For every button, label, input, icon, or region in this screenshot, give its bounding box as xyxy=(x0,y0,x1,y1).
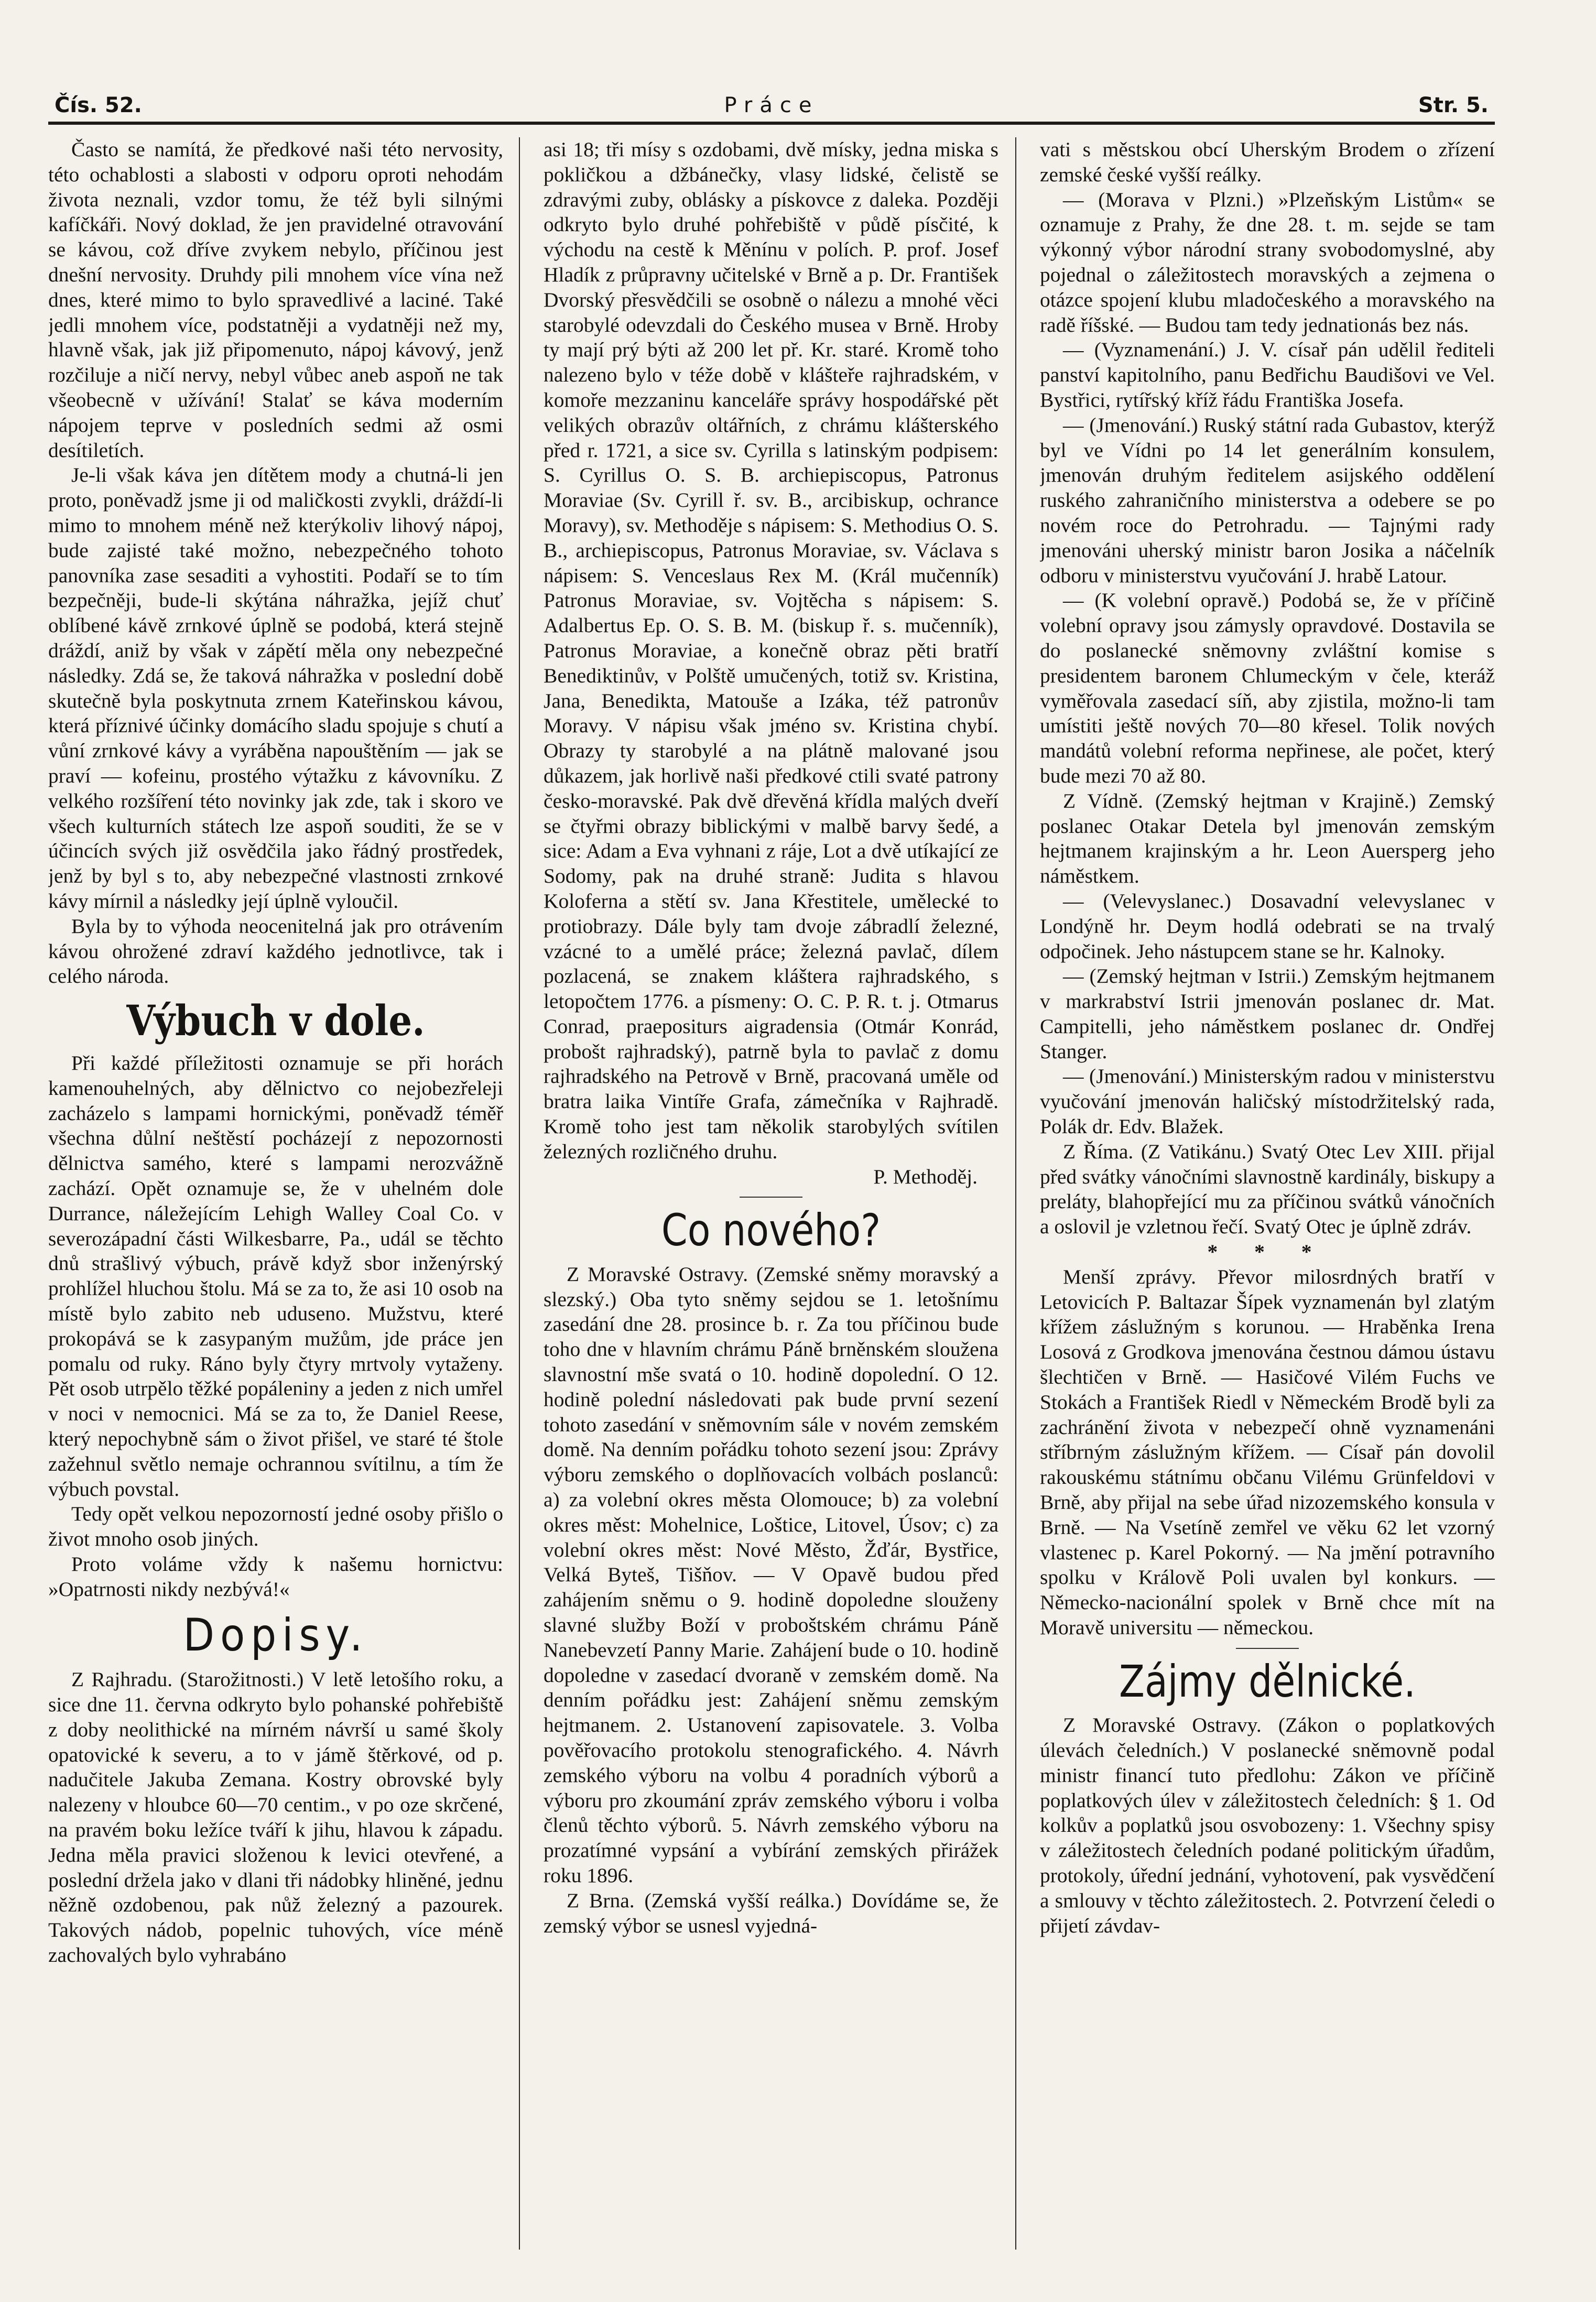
heading-dopisy: Dopisy. xyxy=(183,1609,368,1662)
article-paragraph: — (Morava v Plzni.) »Plzeňským Listům« se oznamuje z Prahy, že dne 28. t. m. sejde se tam výkonný výbor národní strany svobodomyslné, aby pojednal o záležitostech moravských a zejmena o otázce spojení klubu mladočeského a moravského na radě říšské. — Budou tam tedy jednationás bez nás. xyxy=(1040,188,1495,336)
article-paragraph: Při každé příležitosti oznamuje se při horách kamenouhelných, aby dělnictvo co nejobezřeleji zacházelo s lampami hornickými, poněvadž téměř všechna důlní neštěstí pocházejí z nepozornosti dělnictva samého, které s lampami nerozvážně zachází. Opět oznamuje se, že v uhelném dole Durrance, náležejícím Lehigh Walley Coal Co. v severozápadní části Wilkesbarre, Pa., udál se těchto dnů strašlivý výbuch, právě když sbor inženýrský prohlížel hluchou štolu. Má se za to, že asi 10 osob na místě bylo zabito neb uduseno. Mužstvu, které prokopává se k zasypaným mužům, jde práce jen pomalu od ruky. Ráno byly čtyry mrtvoly vytaženy. Pět osob utrpělo těžké popáleniny a jeden z nich umřel v noci v nemocnici. Má se za to, že Daniel Reese, který nepochybně sám o život přišel, ve staré té štole zažehnul světlo nemaje ochrannou svítilnu, a tím že výbuch povstal. xyxy=(48,1051,503,1501)
article-paragraph: — (Zemský hejtman v Istrii.) Zemským hejtmanem v markrabství Istrii jmenován poslanec dr. Mat. Campitelli, jeho náměstkem poslanec dr. Ondřej Stanger. xyxy=(1040,964,1495,1063)
article-paragraph: Z Moravské Ostravy. (Zákon o poplatkových úlevách čeledních.) V poslanecké sněmovně podal ministr financí tuto předlohu: Zákon ve příčině poplatkových úlev v záležitostech čeledních: § 1. Od kolkův a poplatků jsou osvobozeny: 1. Všechny spisy v záležitostech čeledních podané politickým úřadům, protokoly, úřední jednání, vyhotovení, pak vysvědčení a smlouvy v těchto záležitostech. 2. Potvrzení čeledi o přijetí závdav- xyxy=(1040,1713,1495,1937)
article-paragraph: Je-li však káva jen dítětem mody a chutná-li jen proto, poněvadž jsme ji od maličkosti zvykli, dráždí-li mimo to mnohem méně než kterýkoliv lihový nápoj, bude zajisté také možno, nebezpečného tohoto panovníka zase sesaditi a vyhostiti. Podaří se to tím bezpečněji, bude-li skýtána náhražka, jejíž chuť oblíbené kávě zrnkové úplně se podobá, která stejně dráždí, aniž by však v zápětí měla ony nebezpečné následky. Zdá se, že taková náhražka v poslední době skutečně byla poskytnuta zrnem Kateřinskou kávou, která příznivé účinky domácího sladu spojuje s chutí a vůní zrnkové kávy a vyráběna napouštěním — jak se praví — kofeinu, prostého výtažku z kávovníku. Z velkého rozšíření této novinky jak zde, tak i skoro ve všech kulturních státech lze aspoň souditi, že se v účincích svých již osvědčila jako řádný prostředek, jenž by byl s to, aby nebezpečné vlastnosti zrnkové kávy mírnil a následky její úplně vyloučil. xyxy=(48,463,503,913)
article-paragraph: Z Moravské Ostravy. (Zemské sněmy moravský a slezský.) Oba tyto sněmy sejdou se 1. letošnímu zasedání dne 28. prosince b. r. Za tou příčinou bude toho dne v hlavním chrámu Páně brněnském sloužena slavnostní mše svatá o 10. hodině dopolední. O 12. hodině polední následovati pak bude první sezení tohoto zasedání v sněmovním sále v novém zemském domě. Na denním pořádku tohoto sezení jsou: Zprávy výboru zemského o doplňovacích volbách poslanců: a) za volební okres města Olomouce; b) za volební okres měst: Mohelnice, Loštice, Litovel, Úsov; c) za volební okres měst: Nové Město, Žďár, Bystřice, Velká Byteš, Tišňov. — V Opavě budou před zahájením sněmu o 9. hodině dopoledne slouženy slavné služby Boží v proboštském chrámu Páně Nanebevzetí Panny Marie. Zahájení bude o 10. hodině dopoledne v zasedací dvoraně v zemském domě. Na denním pořádku jest: Zahájení sněmu zemským hejtmanem. 2. Ustanovení zapisovatele. 3. Volba pověřovacího protokolu stenografického. 4. Návrh zemského výboru na volbu 4 poradních výborů a výboru pro zkoumání zpráv zemského výboru i volba členů těchto výborů. 5. Návrh zemského výboru na prozatímné vypsání a vybírání zemských přirážek roku 1896. xyxy=(544,1262,998,1887)
heading-news: Co nového? xyxy=(661,1204,881,1256)
article-paragraph: Menší zprávy. Převor milosrdných bratří v Letovicích P. Baltazar Šípek vyznamenán byl zlatým křížem záslužným s korunou. — Hraběnka Irena Losová z Grodkova jmenována čestnou dámou ústavu šlechtičen v Brně. — Hasičové Vilém Fuchs ve Stokách a František Riedl v Německém Brodě byli za zachránění života v nebezpečí ohně vyznamenáni stříbrným záslužným křížem. — Císař pán dovolil rakouskému státnímu občanu Vilému Grünfeldovi v Brně, aby přijal na sebe úřad nizozemského konsula v Brně. — Na Vsetíně zemřel ve věku 62 let vzorný vlastenec p. Karel Pokorný. — Na jmění potravního spolku v Králově Poli uvalen byl konkurs. — Německo-nacionální spolek v Brně chce mít na Moravě universitu — německou. xyxy=(1040,1265,1495,1639)
article-paragraph: Tedy opět velkou nepozorností jedné osoby přišlo o život mnoho osob jiných. xyxy=(48,1502,503,1551)
article-paragraph: — (Jmenování.) Ministerským radou v ministerstvu vyučování jmenován haličský místodržitelský rada, Polák dr. Edv. Blažek. xyxy=(1040,1065,1495,1138)
article-paragraph: — (Jmenování.) Ruský státní rada Gubastov, kterýž byl ve Vídni po 14 let generálním konsulem, jmenován druhým ředitelem asijského oddělení ruského zahraničního ministerstva a odebere se po novém roce do Petrohradu. — Tajnými rady jmenováni uherský ministr baron Josika a náčelník odboru v ministerstvu vyučování J. hrabě Latour. xyxy=(1040,413,1495,587)
column-divider-2 xyxy=(1015,137,1016,2250)
column-1 xyxy=(48,137,503,2260)
header-rule xyxy=(48,122,1495,125)
separator-line xyxy=(1236,1648,1299,1649)
article-paragraph: — (K volební opravě.) Podobá se, že v příčině volební opravy jsou zámysly opravdové. Dostavila se do poslanecké sněmovny zvláštní komise s presidentem baronem Chlumeckým v čele, kteráž vyměřovala zasedací síň, aby zjistila, možno-li tam umístiti ještě nových 70—80 křesel. Tolik nových mandátů volební reforma nepřinese, ale počet, který bude mezi 70 až 80. xyxy=(1040,589,1495,787)
page-number: Str. 5. xyxy=(1418,93,1489,117)
heading-workers: Zájmy dělnické. xyxy=(1119,1655,1416,1707)
article-paragraph: Z Rajhradu. (Starožitnosti.) V letě letošího roku, a sice dne 11. června odkryto bylo pohanské pohřebiště z doby neolithické na mírném návrší u samé školy opatovické k severu, a to v jámě štěrkové, od p. nadučitele Jakuba Zemana. Kostry obrovské byly nalezeny v hloubce 60—70 centim., v po oze skrčené, na pravém boku ležíce tváří k jihu, hlavou k západu. Jedna měla pravici složenou k levici otevřené, a poslední držela jako v dlani tři nádobky hliněné, jednu něžně ozdobenou, pak nůž železný a pazourek. Takových nádob, popelnic tuhových, více méně zachovalých bylo vyhrabáno xyxy=(48,1668,503,1967)
article-paragraph: Z Vídně. (Zemský hejtman v Krajině.) Zemský poslanec Otakar Detela byl jmenován zemským hejtmanem krajinským a hr. Leon Auersperg jeho náměstkem. xyxy=(1040,789,1495,888)
heading-explosion: Výbuch v dole. xyxy=(126,996,425,1046)
article-paragraph: Z Brna. (Zemská vyšší reálka.) Dovídáme se, že zemský výbor se usnesl vyjedná- xyxy=(544,1888,998,1937)
newspaper-title: Práce xyxy=(724,93,819,117)
signature: P. Methoděj. xyxy=(873,1165,978,1188)
article-paragraph: — (Vyznamenání.) J. V. císař pán udělil řediteli panství kapitolního, panu Bedřichu Baudišovi ve Vel. Bystřici, rytířský kříž řádu Františka Josefa. xyxy=(1040,338,1495,411)
article-paragraph: Byla by to výhoda neocenitelná jak pro otrávením kávou ohrožené zdraví každého jednotlivce, tak i celého národa. xyxy=(48,914,503,988)
article-paragraph: — (Velevyslanec.) Dosavadní velevyslanec v Londýně hr. Deym hodlá odebrati se na trvalý odpočinek. Jeho nástupcem stane se hr. Kalnoky. xyxy=(1040,889,1495,963)
column-2 xyxy=(544,137,998,2260)
column-divider-1 xyxy=(519,137,520,2250)
column-3 xyxy=(1040,137,1495,2260)
issue-number: Čís. 52. xyxy=(55,93,142,117)
article-paragraph: Z Říma. (Z Vatikánu.) Svatý Otec Lev XIII. přijal před svátky vánočními slavnostně kardinály, biskupy a preláty, blahopřející mu za příčinou svátků vánočních a oslovil je vzletnou řečí. Svatý Otec je úplně zdráv. xyxy=(1040,1139,1495,1239)
section-stars: * * * xyxy=(1207,1240,1328,1264)
article-paragraph: vati s městskou obcí Uherským Brodem o zřízení zemské české vyšší reálky. xyxy=(1040,138,1495,186)
article-paragraph: asi 18; tři mísy s ozdobami, dvě mísky, jedna miska s pokličkou a džbánečky, vlasy lidské, čelistě se zdravými zuby, oblásky a pískovce z daleka. Později odkryto bylo druhé pohřebiště v půdě písčité, k východu na cestě k Měnínu v polích. P. prof. Josef Hladík z průpravny učitelské v Brně a p. Dr. František Dvorský přesvědčili se osobně o nálezu a mnohé věci starobylé odevzdali do Českého musea v Brně. Hroby ty mají prý býti až 200 let př. Kr. staré. Kromě toho nalezeno bylo v téže době v klášteře rajhradském, v komoře mezzaninu kanceláře správy hospodářské pět velikých obrazův oltářních, z chrámu klášterského před r. 1721, a sice sv. Cyrilla s latinským podpisem: S. Cyrillus O. S. B. archiepiscopus, Patronus Moraviae (Sv. Cyrill ř. sv. B., arcibiskup, ochrance Moravy), sv. Methoděje s nápisem: S. Methodius O. S. B., archiepiscopus, Patronus Moraviae, sv. Václava s nápisem: S. Venceslaus Rex M. (Král mučenník) Patronus Moraviae, sv. Vojtěcha s nápisem: S. Adalbertus Ep. O. S. B. M. (biskup ř. s. mučenník), Patronus Moraviae, a konečně obraz pěti bratří Benediktinův, v Polště umučených, totiž sv. Kristina, Jana, Benedikta, Matouše a Izáka, též patronův Moravy. V nápisu však jméno sv. Kristina chybí. Obrazy ty starobylé a na plátně malované jsou důkazem, jak horlivě naši předkové ctili svaté patrony česko-moravské. Pak dvě dřevěná křídla malých dveří se čtyřmi obrazy biblickými v malbě barvy šedé, a sice: Adam a Eva vyhnani z ráje, Lot a dvě utíkající ze Sodomy, pak na druhé straně: Judita s hlavou Koloferna a stětí sv. Jana Křestitele, umělecké to protiobrazy. Dále byly tam dvoje zábradlí železné, vzácné to a umělé práce; železná pavlač, dílem pozlacená, se znakem kláštera rajhradského, s letopočtem 1776. a písmeny: O. C. P. R. t. j. Otmarus Conrad, praepositurs aigradensia (Otmár Konrád, probošt rajhradský), patrně byla to pavlač z domu rajhradského na Petrově v Brně, pracovaná uměle od bratra laika Vintíře Grafa, zámečníka v Rajhradě. Kromě toho jest tam několik starobylých svítilen železných rozličného druhu. xyxy=(544,138,998,1163)
separator-line xyxy=(740,1197,802,1198)
article-paragraph: Proto voláme vždy k našemu hornictvu: »Opatrnosti nikdy nezbývá!« xyxy=(48,1552,503,1601)
article-paragraph: Často se namítá, že předkové naši této nervosity, této ochablosti a slabosti v odporu oproti nehodám života neznali, vzdor tomu, že též byli silnými kafíčkáři. Nový doklad, že jen pravidelné otravování se kávou, což dříve zvykem nebylo, příčinou jest dnešní nervosity. Druhdy pili mnohem více vína než dnes, které mimo to bylo spravedlivé a laciné. Také jedli mnohem více, podstatněji a vydatněji než my, hlavně však, jak již připomenuto, nápoj kávový, jenž rozčiluje a ničí nervy, nebyl vůbec aneb aspoň ne tak všeobecně v užívání! Stalať se káva moderním nápojem teprve v posledních sedmi až osmi desítiletích. xyxy=(48,138,503,462)
page-header xyxy=(48,88,1495,125)
